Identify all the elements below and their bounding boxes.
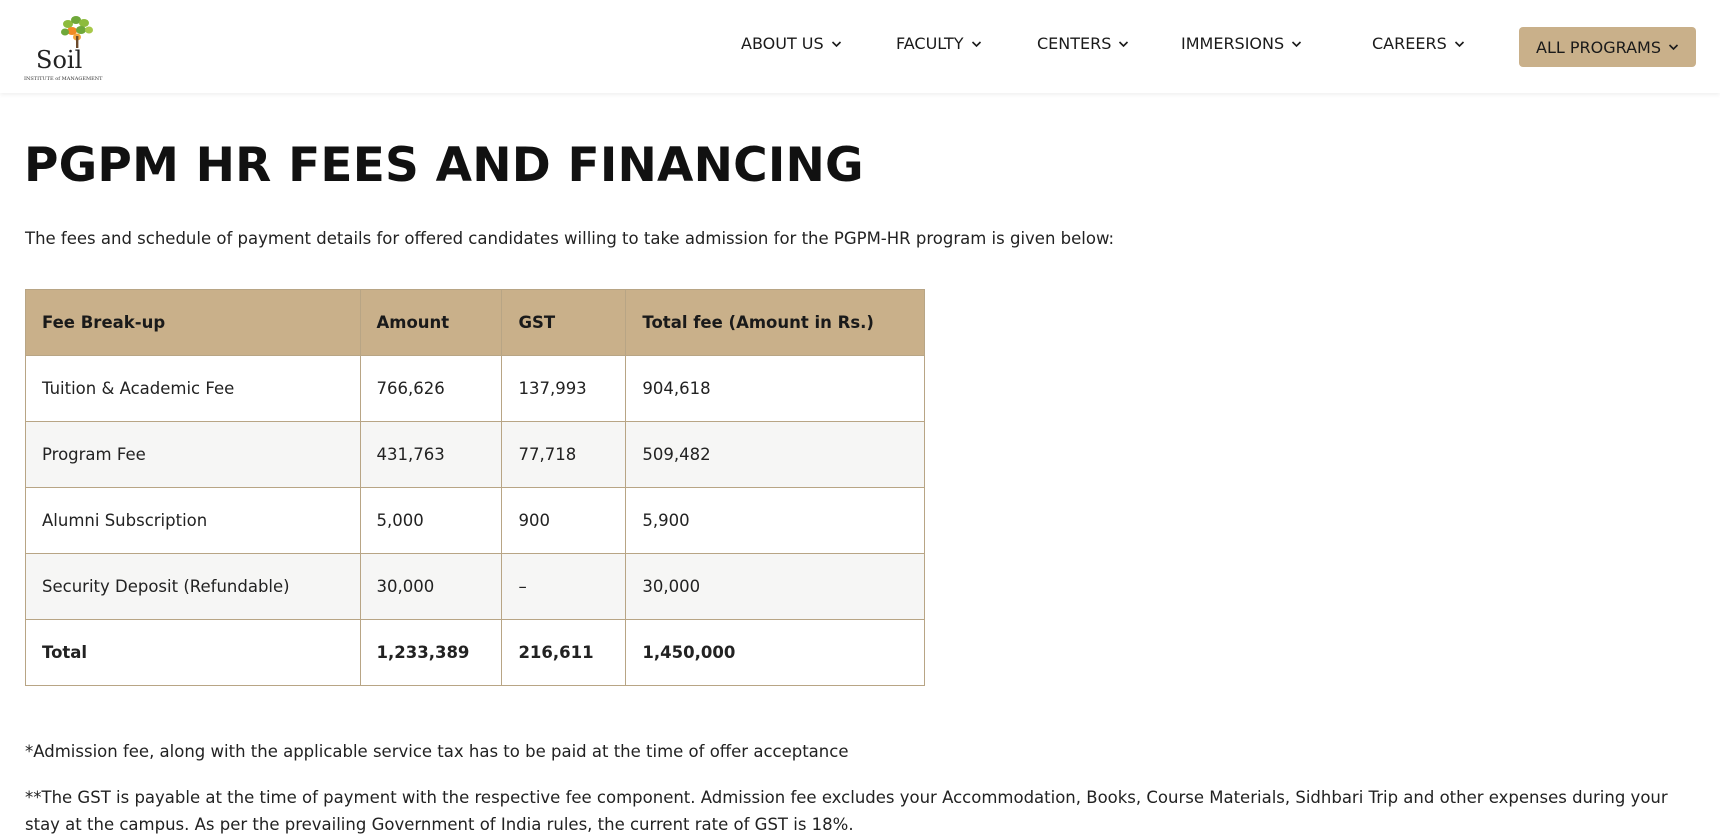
- table-cell: 216,611: [502, 620, 626, 686]
- table-cell: 1,233,389: [360, 620, 502, 686]
- table-row: [26, 488, 925, 554]
- table-total-row: [26, 620, 925, 686]
- table-row: [26, 422, 925, 488]
- logo-wordmark: Soil: [36, 46, 83, 74]
- table-cell: 509,482: [626, 422, 925, 488]
- admission-fee-note: *Admission fee, along with the applicable service tax has to be paid at the time of offer acceptance: [25, 742, 849, 761]
- nav-label: CENTERS: [1037, 34, 1112, 53]
- chevron-down-icon: [1118, 40, 1129, 48]
- table-cell: 766,626: [360, 356, 502, 422]
- column-header: GST: [502, 290, 626, 356]
- column-header: Total fee (Amount in Rs.): [626, 290, 925, 356]
- table-cell: –: [502, 554, 626, 620]
- cta-label: ALL PROGRAMS: [1536, 37, 1661, 57]
- site-header: [0, 0, 1720, 93]
- page-title: PGPM HR FEES AND FINANCING: [24, 138, 864, 193]
- table-cell: 5,900: [626, 488, 925, 554]
- nav-centers[interactable]: [1037, 34, 1129, 53]
- gst-note: **The GST is payable at the time of payment with the respective fee component. Admission fee excludes your Accommodation, Books, Course Materials, Sidhbari Trip and other expenses during your stay at the campus. As per the prevailing Government of India rules, the current rate of GST is 18%.: [25, 788, 1668, 834]
- table-cell: 30,000: [626, 554, 925, 620]
- nav-label: FACULTY: [896, 34, 964, 53]
- intro-text: The fees and schedule of payment details for offered candidates willing to take admission for the PGPM-HR program is given below:: [25, 229, 1115, 248]
- table-cell: Total: [26, 620, 361, 686]
- table-header-row: [26, 290, 925, 356]
- table-cell: Tuition & Academic Fee: [26, 356, 361, 422]
- table-cell: 137,993: [502, 356, 626, 422]
- table-cell: 5,000: [360, 488, 502, 554]
- table-cell: 904,618: [626, 356, 925, 422]
- table-cell: Program Fee: [26, 422, 361, 488]
- table-row: [26, 554, 925, 620]
- table-cell: 30,000: [360, 554, 502, 620]
- column-header: Fee Break-up: [26, 290, 361, 356]
- nav-label: IMMERSIONS: [1181, 34, 1285, 53]
- table-cell: 1,450,000: [626, 620, 925, 686]
- nav-immersions[interactable]: [1181, 34, 1302, 53]
- nav-faculty[interactable]: [896, 34, 982, 53]
- logo-tagline: INSTITUTE of MANAGEMENT: [24, 76, 103, 82]
- all-programs-button[interactable]: [1519, 27, 1696, 67]
- nav-careers[interactable]: [1372, 34, 1465, 53]
- table-cell: Alumni Subscription: [26, 488, 361, 554]
- chevron-down-icon: [1668, 43, 1679, 51]
- table-cell: 431,763: [360, 422, 502, 488]
- nav-label: ABOUT US: [741, 34, 824, 53]
- nav-label: CAREERS: [1372, 34, 1447, 53]
- column-header: Amount: [360, 290, 502, 356]
- fees-table: [25, 289, 925, 686]
- chevron-down-icon: [971, 40, 982, 48]
- chevron-down-icon: [1291, 40, 1302, 48]
- table-row: [26, 356, 925, 422]
- table-cell: 77,718: [502, 422, 626, 488]
- table-cell: 900: [502, 488, 626, 554]
- nav-about-us[interactable]: [741, 34, 842, 53]
- table-cell: Security Deposit (Refundable): [26, 554, 361, 620]
- chevron-down-icon: [1454, 40, 1465, 48]
- main-nav: [0, 0, 1720, 93]
- chevron-down-icon: [831, 40, 842, 48]
